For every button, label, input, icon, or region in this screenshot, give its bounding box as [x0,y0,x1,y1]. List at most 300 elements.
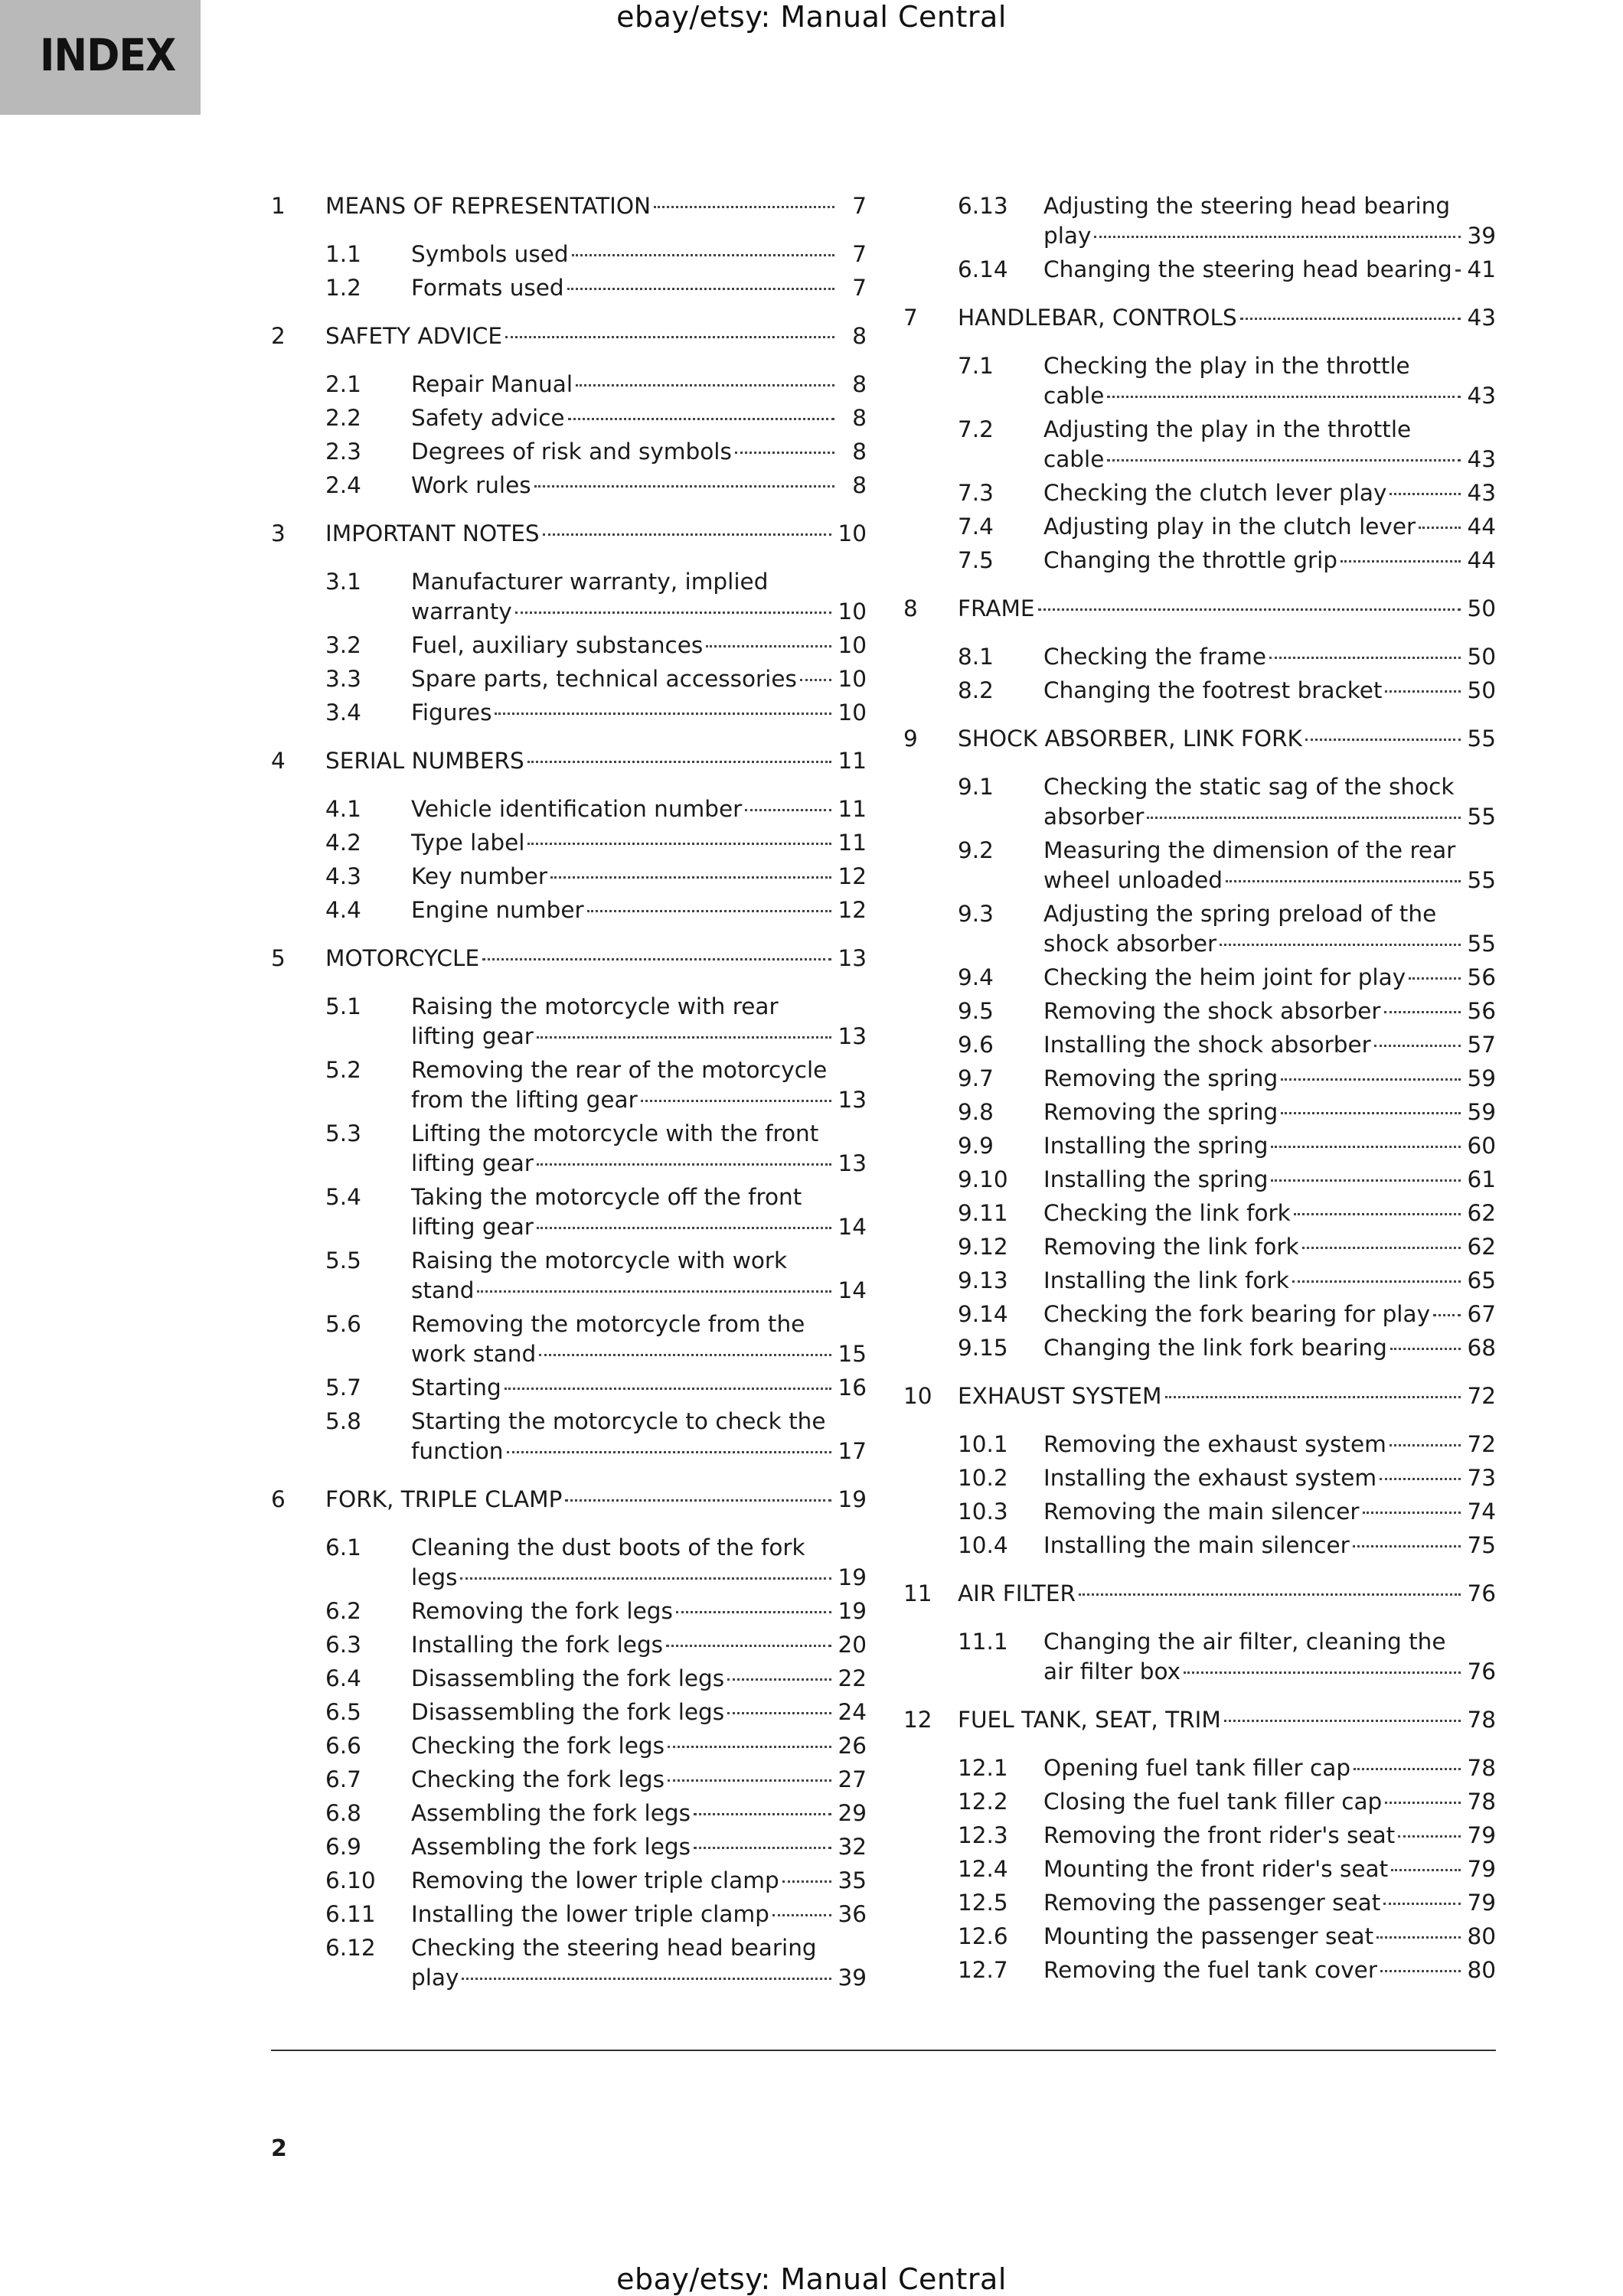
toc-number: 6.13 [958,193,1008,219]
dot-leader [772,1914,832,1916]
toc-title: Assembling the fork legs [411,1834,691,1860]
toc-number: 9.5 [958,998,994,1024]
dot-leader [1419,527,1461,529]
toc-entry[interactable] [271,1407,867,1466]
toc-chapter[interactable] [903,1381,1496,1411]
toc-number: 6.2 [325,1598,361,1624]
toc-page-number: 29 [838,1800,867,1826]
toc-page-number: 74 [1467,1499,1496,1525]
toc-number: 4.1 [325,796,361,822]
dot-leader [1281,1112,1461,1114]
toc-number: 10.3 [958,1499,1008,1525]
toc-entry[interactable] [903,1821,1496,1851]
toc-chapter[interactable] [271,1485,867,1515]
toc-page-number: 19 [838,1564,867,1590]
toc-chapter[interactable] [271,321,867,351]
toc-number: 9.1 [958,774,994,800]
toc-page-number: 78 [1467,1755,1496,1781]
toc-entry[interactable] [271,1055,867,1115]
toc-entry[interactable] [903,836,1496,895]
toc-title: stand [411,1277,475,1303]
dot-leader [706,645,831,647]
dot-leader [1220,944,1461,946]
dot-leader [676,1611,832,1613]
toc-number: 6 [271,1486,286,1512]
toc-number: 4.4 [325,897,361,923]
toc-entry[interactable] [903,1463,1496,1493]
toc-page-number: 78 [1467,1707,1496,1733]
toc-entry[interactable] [903,1131,1496,1161]
toc-number: 6.8 [325,1800,361,1826]
toc-entry[interactable] [271,1309,867,1369]
toc-title: Removing the spring [1043,1065,1278,1091]
toc-chapter[interactable] [903,1579,1496,1609]
dot-leader [735,452,834,454]
toc-entry[interactable] [271,1832,867,1862]
toc-title: Starting the motorcycle to check the [411,1408,826,1434]
toc-page-number: 20 [838,1632,867,1658]
toc-chapter[interactable] [271,191,867,221]
toc-entry[interactable] [271,471,867,501]
toc-page-number: 13 [838,1150,867,1176]
toc-entry[interactable] [903,1030,1496,1060]
toc-number: 2.2 [325,405,361,431]
toc-title: FORK, TRIPLE CLAMP [325,1486,563,1512]
toc-page-number: 7 [852,275,867,301]
toc-title: Work rules [411,472,531,498]
footer-rule [271,2050,1496,2051]
toc-title: Changing the throttle grip [1043,547,1338,573]
dot-leader [641,1100,832,1102]
toc-entry[interactable] [271,1596,867,1626]
toc-entry[interactable] [903,1922,1496,1952]
toc-entry[interactable] [903,512,1496,542]
toc-title: Mounting the front rider's seat [1043,1856,1389,1882]
toc-number: 2.1 [325,371,361,397]
toc-page-number: 36 [838,1901,867,1927]
dot-leader [587,910,832,912]
toc-page-number: 19 [838,1598,867,1624]
toc-title: air filter box [1043,1658,1181,1684]
toc-title: Removing the lower triple clamp [411,1867,779,1893]
toc-title: Formats used [411,275,564,301]
toc-title: Installing the exhaust system [1043,1465,1377,1491]
toc-page-number: 14 [838,1277,867,1303]
toc-entry[interactable] [903,1531,1496,1561]
toc-number: 9.10 [958,1166,1008,1192]
toc-entry[interactable] [271,1246,867,1306]
toc-title: Checking the fork legs [411,1766,665,1792]
toc-title: Safety advice [411,405,565,431]
toc-title: Installing the lower triple clamp [411,1901,769,1927]
toc-page-number: 76 [1467,1658,1496,1684]
toc-title: Checking the heim joint for play [1043,964,1406,990]
dot-leader [1269,657,1461,659]
toc-entry[interactable] [271,1731,867,1761]
toc-number: 10.2 [958,1465,1008,1491]
toc-page-number: 41 [1467,256,1496,282]
dot-leader [1363,1512,1461,1514]
toc-title: play [1043,223,1092,249]
dot-leader [567,288,834,290]
toc-title: Disassembling the fork legs [411,1699,725,1725]
toc-page-number: 12 [838,897,867,923]
toc-entry[interactable] [903,642,1496,672]
toc-page-number: 80 [1467,1923,1496,1949]
toc-title: Checking the fork bearing for play [1043,1301,1431,1327]
toc-entry[interactable] [903,1097,1496,1127]
toc-entry[interactable] [903,546,1496,576]
toc-title: FRAME [958,595,1035,621]
toc-chapter[interactable] [903,724,1496,754]
toc-number: 6.14 [958,256,1008,282]
toc-number: 2 [271,323,286,349]
toc-entry[interactable] [903,899,1496,959]
toc-title: MEANS OF REPRESENTATION [325,193,651,219]
toc-number: 5.5 [325,1247,361,1274]
toc-number: 9.15 [958,1335,1008,1361]
toc-title: SHOCK ABSORBER, LINK FORK [958,726,1302,752]
toc-page-number: 10 [838,520,867,546]
toc-entry[interactable] [271,1866,867,1896]
toc-title: Spare parts, technical accessories [411,666,797,692]
toc-page-number: 50 [1467,595,1496,621]
toc-title: legs [411,1564,458,1590]
toc-page-number: 13 [838,1087,867,1113]
toc-title: Checking the link fork [1043,1200,1291,1226]
toc-chapter[interactable] [271,519,867,549]
dot-leader [543,533,832,536]
toc-entry[interactable] [271,370,867,400]
toc-title: lifting gear [411,1023,534,1049]
toc-chapter[interactable] [903,1705,1496,1735]
dot-leader [1107,396,1461,398]
toc-page-number: 7 [852,241,867,267]
toc-page-number: 22 [838,1665,867,1691]
toc-title: Removing the rear of the motorcycle [411,1057,828,1083]
toc-page-number: 59 [1467,1065,1496,1091]
toc-title: Adjusting play in the clutch lever [1043,514,1416,540]
toc-entry[interactable] [271,1799,867,1828]
toc-number: 11 [903,1580,932,1606]
toc-number: 12.2 [958,1789,1008,1815]
toc-number: 1 [271,193,286,219]
toc-number: 5.8 [325,1408,361,1434]
dot-leader [1380,1478,1461,1480]
toc-title: Cleaning the dust boots of the fork [411,1534,805,1561]
toc-title: Installing the spring [1043,1166,1269,1192]
toc-entry[interactable] [903,1232,1496,1262]
dot-leader [1226,880,1461,882]
toc-entry[interactable] [903,963,1496,993]
toc-title: wheel unloaded [1043,867,1223,893]
toc-chapter[interactable] [903,303,1496,333]
dot-leader [800,679,832,681]
toc-entry[interactable] [271,1119,867,1179]
toc-title: shock absorber [1043,931,1217,957]
dot-leader [1094,236,1461,238]
toc-entry[interactable] [271,437,867,467]
toc-page-number: 50 [1467,644,1496,670]
toc-title: Changing the footrest bracket [1043,677,1383,703]
dot-leader [550,876,831,879]
toc-entry[interactable] [903,255,1496,285]
toc-title: function [411,1438,504,1464]
toc-entry[interactable] [903,478,1496,508]
toc-page-number: 12 [838,863,867,889]
toc-page-number: 55 [1467,931,1496,957]
toc-entry[interactable] [271,1182,867,1242]
dot-leader [666,1645,831,1647]
toc-page-number: 79 [1467,1890,1496,1916]
toc-title: Installing the shock absorber [1043,1032,1371,1058]
toc-entry[interactable] [903,1627,1496,1687]
dot-leader [1376,1936,1461,1939]
toc-entry[interactable] [903,1333,1496,1363]
toc-entry[interactable] [271,664,867,694]
toc-entry[interactable] [271,240,867,269]
toc-page-number: 11 [838,796,867,822]
dot-leader [1079,1593,1461,1596]
toc-number: 5.3 [325,1120,361,1146]
toc-entry[interactable] [271,992,867,1052]
toc-entry[interactable] [903,1955,1496,1985]
toc-page-number: 67 [1467,1301,1496,1327]
toc-entry[interactable] [271,862,867,892]
dot-leader [1398,1835,1461,1838]
toc-number: 5.1 [325,993,361,1019]
toc-entry[interactable] [271,1765,867,1795]
toc-entry[interactable] [903,1430,1496,1459]
dot-leader [1380,1970,1461,1972]
dot-leader [527,761,832,763]
toc-page-number: 27 [838,1766,867,1792]
toc-entry[interactable] [903,676,1496,706]
dot-leader [1383,1903,1461,1905]
toc-page-number: 55 [1467,726,1496,752]
toc-title: Adjusting the steering head bearing [1043,193,1451,219]
dot-leader [565,1499,831,1502]
toc-page-number: 15 [838,1341,867,1367]
toc-entry[interactable] [271,698,867,728]
toc-title: Adjusting the play in the throttle [1043,416,1412,442]
toc-title: Removing the passenger seat [1043,1890,1381,1916]
toc-page-number: 13 [838,945,867,971]
toc-number: 6.5 [325,1699,361,1725]
toc-title: lifting gear [411,1150,534,1176]
toc-entry[interactable] [271,631,867,660]
toc-title: Removing the fuel tank cover [1043,1957,1377,1983]
toc-title: HANDLEBAR, CONTROLS [958,305,1237,331]
toc-number: 4.2 [325,830,361,856]
dot-leader [1385,1802,1461,1804]
toc-title: Manufacturer warranty, implied [411,569,769,595]
toc-page-number: 79 [1467,1856,1496,1882]
toc-page-number: 10 [838,666,867,692]
toc-page-number: 68 [1467,1335,1496,1361]
toc-title: Checking the play in the throttle [1043,353,1410,379]
toc-page-number: 7 [852,193,867,219]
toc-page-number: 75 [1467,1532,1496,1558]
toc-title: Raising the motorcycle with work [411,1247,788,1274]
index-tab-label: INDEX [40,29,176,81]
toc-entry[interactable] [271,794,867,824]
toc-title: SAFETY ADVICE [325,323,502,349]
dot-leader [1107,459,1461,461]
toc-number: 5.4 [325,1184,361,1210]
toc-page-number: 80 [1467,1957,1496,1983]
toc-number: 9.7 [958,1065,994,1091]
toc-number: 7 [903,305,918,331]
toc-page-number: 57 [1467,1032,1496,1058]
toc-entry[interactable] [903,1787,1496,1817]
toc-number: 8.2 [958,677,994,703]
dot-leader [1391,1869,1461,1871]
toc-title: Removing the fork legs [411,1598,673,1624]
dot-leader [1354,1768,1461,1770]
dot-leader [527,843,831,845]
toc-title: Taking the motorcycle off the front [411,1184,802,1210]
dot-leader [539,1354,831,1356]
toc-page-number: 62 [1467,1234,1496,1260]
toc-title: Removing the main silencer [1043,1499,1360,1525]
toc-entry[interactable] [903,772,1496,832]
toc-entry[interactable] [903,1064,1496,1094]
toc-number: 6.1 [325,1534,361,1561]
dot-leader [534,485,834,488]
toc-number: 12.6 [958,1923,1008,1949]
index-tab [0,0,201,115]
toc-chapter[interactable] [271,746,867,776]
toc-title: absorber [1043,804,1145,830]
toc-entry[interactable] [903,1300,1496,1329]
toc-title: Removing the spring [1043,1099,1278,1125]
toc-entry[interactable] [271,403,867,433]
toc-title: Checking the steering head bearing [411,1935,817,1961]
toc-title: EXHAUST SYSTEM [958,1383,1162,1409]
toc-title: Installing the main silencer [1043,1532,1350,1558]
dot-leader [1147,817,1461,819]
dot-leader [1240,318,1461,320]
toc-page-number: 8 [852,405,867,431]
toc-entry[interactable] [271,567,867,627]
toc-entry[interactable] [271,1900,867,1929]
toc-number: 7.1 [958,353,994,379]
toc-entry[interactable] [271,1630,867,1660]
toc-number: 12.1 [958,1755,1008,1781]
toc-number: 6.11 [325,1901,376,1927]
toc-number: 10 [903,1383,932,1409]
toc-entry[interactable] [903,191,1496,251]
toc-number: 9.14 [958,1301,1008,1327]
toc-title: FUEL TANK, SEAT, TRIM [958,1707,1221,1733]
toc-entry[interactable] [903,1888,1496,1918]
toc-entry[interactable] [903,1165,1496,1195]
toc-entry[interactable] [903,1854,1496,1884]
toc-title: Lifting the motorcycle with the front [411,1120,819,1146]
toc-number: 9.4 [958,964,994,990]
toc-title: Changing the steering head bearing [1043,256,1452,282]
toc-number: 9.6 [958,1032,994,1058]
dot-leader [1271,1179,1461,1182]
toc-entry[interactable] [903,1266,1496,1296]
toc-page-number: 43 [1467,305,1496,331]
toc-page-number: 72 [1467,1431,1496,1457]
toc-title: Engine number [411,897,584,923]
toc-entry[interactable] [271,1664,867,1694]
toc-entry[interactable] [903,351,1496,411]
toc-entry[interactable] [271,895,867,925]
toc-number: 9.2 [958,837,994,863]
toc-title: Raising the motorcycle with rear [411,993,779,1019]
dot-leader [515,612,832,614]
toc-page-number: 65 [1467,1267,1496,1293]
toc-chapter[interactable] [903,594,1496,624]
toc-entry[interactable] [903,1199,1496,1228]
dot-leader [537,1163,832,1166]
toc-title: IMPORTANT NOTES [325,520,540,546]
toc-number: 11.1 [958,1629,1008,1655]
toc-entry[interactable] [271,1698,867,1727]
toc-number: 7.3 [958,480,994,506]
toc-page-number: 50 [1467,677,1496,703]
toc-page-number: 44 [1467,547,1496,573]
dot-leader [1384,1011,1461,1013]
toc-number: 9.9 [958,1133,994,1159]
toc-title: cable [1043,446,1105,472]
toc-entry[interactable] [903,1497,1496,1527]
dot-leader [1305,739,1461,741]
toc-title: Type label [411,830,525,856]
dot-leader [727,1678,831,1681]
toc-number: 12.4 [958,1856,1008,1882]
dot-leader [1165,1396,1461,1398]
dot-leader [694,1847,831,1849]
toc-title: Figures [411,700,492,726]
dot-leader [668,1746,831,1748]
toc-chapter[interactable] [271,944,867,974]
toc-number: 3.3 [325,666,361,692]
toc-title: Opening fuel tank filler cap [1043,1755,1351,1781]
toc-entry[interactable] [271,1533,867,1593]
toc-page-number: 26 [838,1733,867,1759]
toc-entry[interactable] [903,1753,1496,1783]
dot-leader [572,254,834,256]
toc-title: cable [1043,383,1105,409]
toc-title: Mounting the passenger seat [1043,1923,1374,1949]
dot-leader [1353,1545,1461,1548]
toc-title: Removing the shock absorber [1043,998,1381,1024]
dot-leader [1390,1444,1461,1446]
toc-title: Checking the frame [1043,644,1267,670]
dot-leader [568,418,834,420]
toc-number: 9.8 [958,1099,994,1125]
toc-page-number: 10 [838,700,867,726]
dot-leader [694,1813,831,1815]
toc-page-number: 73 [1467,1465,1496,1491]
toc-entry[interactable] [271,1933,867,1993]
toc-number: 12.7 [958,1957,1008,1983]
toc-page-number: 55 [1467,804,1496,830]
toc-number: 2.3 [325,439,361,465]
dot-leader [1341,560,1461,563]
toc-entry[interactable] [903,996,1496,1026]
toc-entry[interactable] [271,828,867,858]
toc-entry[interactable] [271,1373,867,1403]
toc-title: MOTORCYCLE [325,945,480,971]
toc-entry[interactable] [903,415,1496,475]
toc-entry[interactable] [271,273,867,303]
